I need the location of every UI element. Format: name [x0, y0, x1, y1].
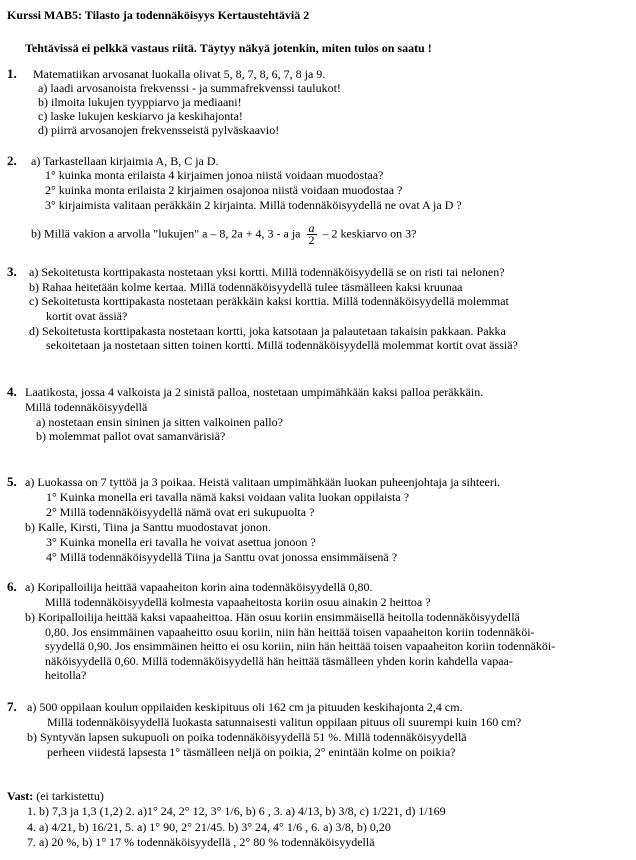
question-6a-line1: a) Koripalloilija heittää vapaaheiton korin aina todennäköisyydellä 0,80. [25, 580, 373, 594]
question-7a-line1: a) 500 oppilaan koulun oppilaiden keskipituus oli 162 cm ja pituuden keskihajonta 2,4 cm. [27, 700, 463, 714]
question-2b-text: b) Millä vakion a arvolla "lukujen" a – 8, 2a + 4, 3 - a ja [31, 226, 301, 241]
answers-header [7, 789, 104, 803]
question-6a-line2: Millä todennäköisyydellä kolmesta vapaaheitosta koriin osuu ainakin 2 heittoa ? [45, 595, 431, 609]
answers-note: (ei tarkistettu) [36, 789, 104, 803]
fraction-a-over-2 [307, 223, 317, 246]
question-6b-line3: syydellä 0,90. Jos ensimmäinen heitto ei osu koriin, niin hän heittää toisen vapaaheiton koriin todennäköi- [45, 639, 556, 653]
question-5a-2: 2° Millä todennäköisyydellä nämä ovat eri sukupuolta ? [46, 505, 315, 519]
question-4-number: 4. [7, 384, 17, 399]
question-1d: d) piirrä arvosanojen frekvensseistä pylväskaavio! [38, 123, 280, 137]
question-7a-line2: Millä todennäköisyydellä luokasta satunnaisesti valitun oppilaan pituus oli suurempi kuin 160 cm? [47, 715, 522, 729]
question-2a-3: 3° kirjaimista valitaan peräkkäin 2 kirjainta. Millä todennäköisyydellä ne ovat A ja D ? [45, 198, 462, 212]
question-6-number: 6. [7, 579, 17, 594]
question-3d-line1: d) Sekoitetusta korttipakasta nostetaan kortti, joka katsotaan ja palautetaan takaisin pakkaan. Pakka [29, 324, 506, 338]
question-1a: a) laadi arvosanoista frekvenssi - ja summafrekvenssi taulukot! [38, 81, 341, 95]
question-4-stem-line1: Laatikosta, jossa 4 valkoista ja 2 sinistä palloa, nostetaan umpimähkään kaksi palloa peräkkäin. [25, 385, 484, 399]
fraction-numerator: a [308, 221, 315, 235]
question-7b-line2: perheen viidestä lapsesta 1° täsmälleen neljä on poikia, 2° enintään kolme on poikia? [47, 745, 456, 759]
instruction-text: Tehtävissä ei pelkkä vastaus riitä. Täytyy näkyä jotenkin, miten tulos on saatu ! [25, 41, 432, 55]
question-4b: b) molemmat pallot ovat samanvärisiä? [36, 429, 226, 443]
question-7b-line1: b) Syntyvän lapsen sukupuoli on poika todennäköisyydellä 51 %. Millä todennäköisyydellä [27, 730, 467, 744]
question-6b-line1: b) Koripalloilija heittää kaksi vapaaheittoa. Hän osuu koriin ensimmäisellä heitolla todennäköisyydellä [25, 610, 520, 624]
question-4-stem-line2: Millä todennäköisyydellä [25, 400, 148, 414]
question-2a-2: 2° kuinka monta erilaista 2 kirjaimen osajonoa niistä voidaan muodostaa ? [45, 183, 403, 197]
question-2a-1: 1° kuinka monta erilaista 4 kirjaimen jonoa niistä voidaan muodostaa? [45, 168, 384, 182]
question-1-stem: Matematiikan arvosanat luokalla olivat 5, 8, 7, 8, 6, 7, 8 ja 9. [33, 67, 326, 81]
answers-title: Vast: [7, 789, 34, 803]
fraction-denominator: 2 [308, 233, 315, 247]
question-6b-line5: heitolla? [45, 668, 87, 682]
question-5a-1: 1° Kuinka monella eri tavalla nämä kaksi voidaan valita luokan oppilaista ? [46, 490, 410, 504]
question-5-number: 5. [7, 474, 17, 489]
question-3-number: 3. [7, 264, 17, 279]
question-2a: a) Tarkastellaan kirjaimia A, B, C ja D. [31, 154, 219, 168]
answers-line-3: 7. a) 20 %, b) 1° 17 % todennäköisyydellä , 2° 80 % todennäköisyydellä [27, 835, 375, 849]
question-6b-line2: 0,80. Jos ensimmäinen vapaaheitto osuu koriin, niin hän heittää toisen vapaaheiton koriin todennäköi- [45, 625, 535, 639]
question-2-number: 2. [7, 153, 17, 168]
question-1c: c) laske lukujen keskiarvo ja keskihajonta! [38, 109, 243, 123]
question-5b: b) Kalle, Kirsti, Tiina ja Santtu muodostavat jonon. [25, 520, 271, 534]
question-5a: a) Luokassa on 7 tyttöä ja 3 poikaa. Heistä valitaan umpimähkään luokan puheenjohtaja ja sihteeri. [25, 475, 501, 489]
question-3d-line2: sekoitetaan ja nostetaan sitten toinen kortti. Millä todennäköisyydellä molemmat kortit ovat ässiä? [46, 338, 518, 352]
question-7-number: 7. [7, 699, 17, 714]
question-2b [31, 223, 416, 246]
question-5b-4: 4° Millä todennäköisyydellä Tiina ja Santtu ovat jonossa ensimmäisenä ? [46, 550, 398, 564]
answers-line-2: 4. a) 4/21, b) 16/21, 5. a) 1° 90, 2° 21/45. b) 3° 24, 4° 1/6 , 6. a) 3/8, b) 0,20 [27, 820, 391, 834]
question-3b: b) Rahaa heitetään kolme kertaa. Millä todennäköisyydellä tulee täsmälleen kaksi kruunaa [29, 280, 463, 294]
question-2b-tail: – 2 keskiarvo on 3? [322, 226, 417, 241]
question-3a: a) Sekoitetusta korttipakasta nostetaan yksi kortti. Millä todennäköisyydellä se on risti tai nelonen? [29, 265, 505, 279]
page-title: Kurssi MAB5: Tilasto ja todennäköisyys Kertaustehtäviä 2 [7, 8, 310, 22]
answers-line-1: 1. b) 7,3 ja 1,3 (1,2) 2. a)1° 24, 2° 12, 3° 1/6, b) 6 , 3. a) 4/13, b) 3/8, c) 1/221, d) 1/169 [27, 804, 446, 818]
question-4a: a) nostetaan ensin sininen ja sitten valkoinen pallo? [36, 415, 283, 429]
question-5b-3: 3° Kuinka monella eri tavalla he voivat asettua jonoon ? [46, 535, 316, 549]
question-6b-line4: näköisyydellä 0,60. Millä todennäköisyydellä hän heittää täsmälleen yhden korin kahdella vapaa- [45, 654, 513, 668]
question-3c-line2: kortit ovat ässiä? [46, 309, 128, 323]
question-3c-line1: c) Sekoitetusta korttipakasta nostetaan peräkkäin kaksi korttia. Millä todennäköisyydellä molemmat [29, 294, 509, 308]
question-1-number: 1. [7, 66, 17, 81]
question-1b: b) ilmoita lukujen tyyppiarvo ja mediaani! [38, 95, 242, 109]
